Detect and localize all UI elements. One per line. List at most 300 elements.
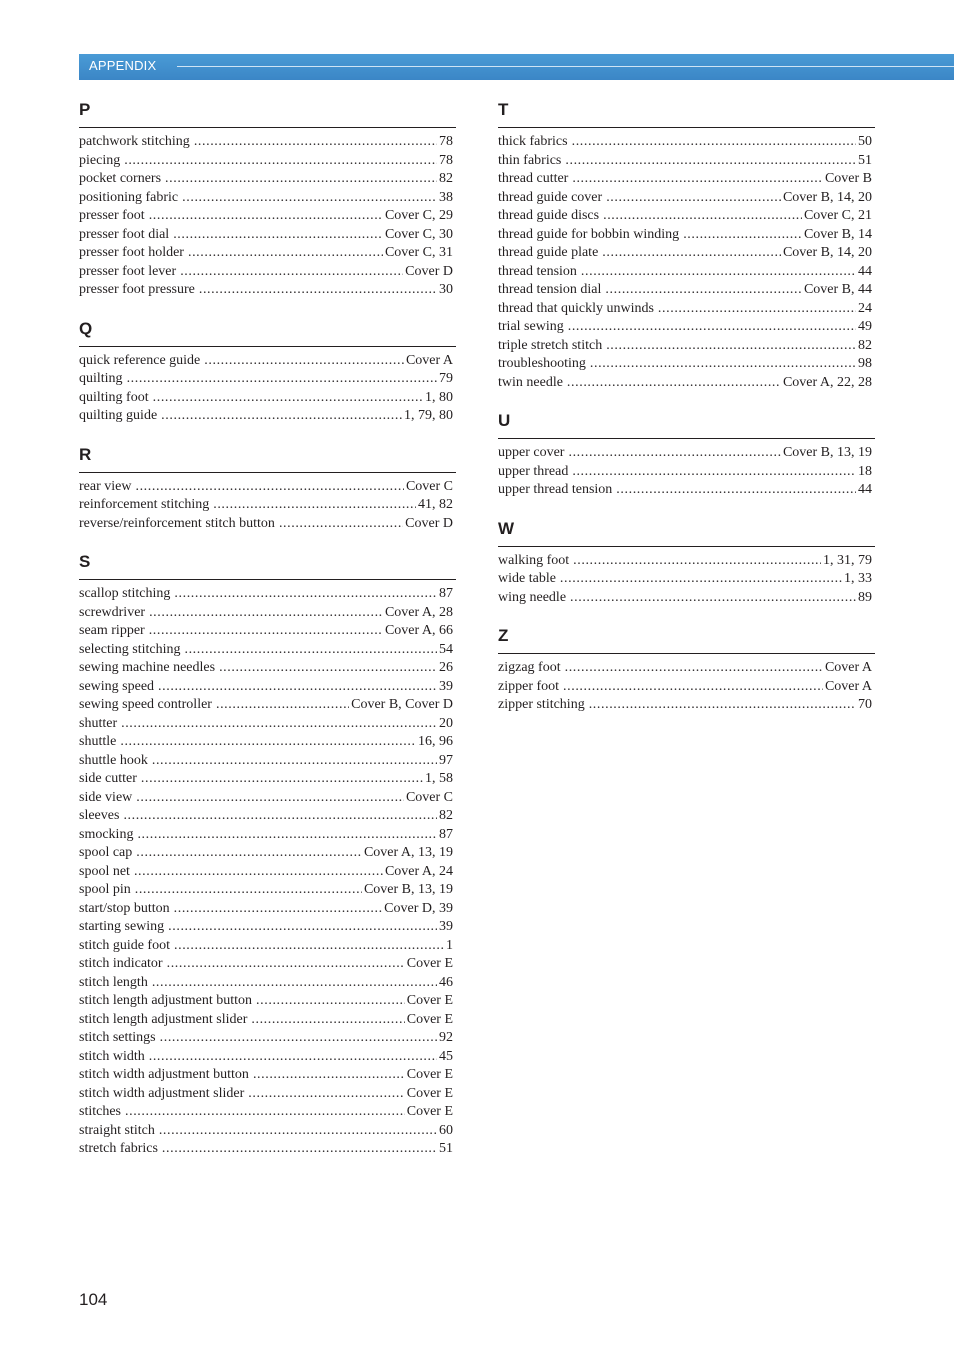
index-page-ref: 78 [439, 152, 453, 168]
dot-leader [160, 1029, 437, 1048]
index-entry [498, 570, 872, 589]
dot-leader [216, 696, 349, 715]
index-entry [79, 389, 453, 408]
dot-leader [568, 444, 780, 463]
index-entry [79, 407, 453, 426]
dot-leader [194, 133, 437, 152]
index-entry [79, 863, 453, 882]
index-term: start/stop button [79, 900, 170, 916]
index-term: starting sewing [79, 919, 165, 934]
index-term: thread guide discs [498, 208, 600, 223]
index-section-s [79, 552, 456, 1159]
index-term: triple stretch stitch [498, 337, 603, 353]
index-page-ref: Cover B, 13, 19 [782, 445, 872, 460]
dot-leader [120, 733, 416, 752]
dot-leader [136, 789, 404, 808]
index-entry [498, 678, 872, 697]
index-page-ref: Cover B, Cover D [351, 697, 453, 712]
index-page-ref: Cover A, 13, 19 [363, 845, 453, 860]
index-entry [79, 659, 453, 678]
index-term: upper thread [498, 463, 569, 479]
index-page-ref: 38 [439, 189, 453, 205]
index-term: positioning fabric [79, 189, 179, 205]
dot-leader [606, 337, 856, 356]
dot-leader [602, 244, 781, 263]
index-entry [79, 352, 453, 371]
index-term: stitch width adjustment slider [79, 1085, 245, 1101]
index-page-ref: Cover A, 22, 28 [782, 374, 872, 390]
index-term: thread tension dial [498, 282, 602, 297]
dot-leader [173, 226, 383, 245]
index-page-ref: 60 [439, 1122, 453, 1138]
index-page-ref: 70 [858, 697, 872, 712]
dot-leader [134, 863, 383, 882]
index-entry [79, 807, 453, 826]
index-page-ref: 82 [439, 171, 453, 186]
index-page-ref: 89 [858, 589, 872, 605]
index-term: shuttle [79, 734, 117, 749]
index-page-ref: 87 [439, 586, 453, 601]
section-letter: W [498, 518, 515, 538]
dot-leader [581, 263, 856, 282]
index-entry [79, 918, 453, 937]
index-term: sewing machine needles [79, 660, 216, 675]
index-entry [79, 826, 453, 845]
index-term: stitch length [79, 974, 148, 990]
dot-leader [248, 1085, 404, 1104]
index-entry [498, 337, 872, 356]
dot-leader [141, 770, 423, 789]
index-page-ref: 92 [439, 1030, 453, 1045]
index-entry [498, 481, 872, 500]
dot-leader [188, 244, 383, 263]
appendix-header-banner [79, 54, 954, 80]
index-term: upper thread tension [498, 482, 613, 497]
index-page-ref: Cover C, 31 [384, 245, 453, 260]
dot-leader [125, 1103, 405, 1122]
index-page-ref: Cover B, 14, 20 [782, 245, 872, 260]
index-section-r [79, 445, 456, 534]
index-page-ref: Cover A, 66 [384, 623, 453, 638]
index-term: presser foot dial [79, 226, 170, 242]
dot-leader [174, 585, 437, 604]
index-page-ref: 79 [439, 371, 453, 386]
index-page-ref: Cover C [405, 478, 453, 494]
index-entry [79, 696, 453, 715]
index-entry [498, 170, 872, 189]
page-number: 104 [79, 1290, 108, 1309]
index-page-ref: Cover C [405, 789, 453, 805]
index-term: quick reference guide [79, 352, 201, 368]
section-label: APPENDIX [89, 58, 157, 73]
dot-leader [568, 318, 856, 337]
index-entry [498, 152, 872, 171]
dot-leader [158, 678, 437, 697]
section-letter: U [498, 411, 511, 430]
index-page-ref: Cover A, 28 [384, 604, 453, 620]
index-page-ref: Cover A [824, 660, 872, 675]
index-page-ref: Cover E [406, 956, 453, 971]
index-entry [498, 207, 872, 226]
dot-leader [563, 678, 823, 697]
index-term: patchwork stitching [79, 134, 190, 149]
index-page-ref: Cover B, 13, 19 [363, 882, 453, 897]
index-term: reinforcement stitching [79, 497, 210, 512]
index-term: selecting stitching [79, 641, 181, 657]
index-page-ref: Cover E [406, 1104, 453, 1119]
dot-leader [161, 407, 402, 426]
dot-leader [180, 263, 403, 282]
index-entry [79, 152, 453, 171]
index-page-ref: Cover B, 44 [803, 282, 872, 297]
dot-leader [153, 389, 423, 408]
dot-leader [182, 189, 437, 208]
dot-leader [567, 374, 781, 393]
index-entry [498, 589, 872, 608]
index-page-ref: 54 [439, 641, 453, 657]
dot-leader [167, 955, 405, 974]
index-page-ref: Cover A [824, 678, 872, 694]
index-page-ref: Cover A [405, 352, 453, 368]
dot-leader [149, 604, 383, 623]
index-page-ref: 1, 79, 80 [404, 408, 453, 423]
index-page-ref: 39 [439, 678, 453, 694]
index-term: smocking [79, 826, 134, 842]
dot-leader [605, 281, 802, 300]
index-entry [79, 641, 453, 660]
dot-leader [165, 170, 437, 189]
index-entry [79, 133, 453, 152]
index-term: shuttle hook [79, 752, 148, 768]
index-page-ref: 87 [439, 826, 453, 842]
index-page-ref: 1, 31, 79 [823, 552, 872, 568]
index-page-ref: 39 [439, 919, 453, 934]
index-term: thread that quickly unwinds [498, 300, 654, 316]
index-term: rear view [79, 478, 132, 494]
index-term: troubleshooting [498, 356, 586, 371]
index-term: thick fabrics [498, 134, 568, 149]
index-term: stitch length adjustment slider [79, 1011, 248, 1027]
index-page-ref: Cover E [406, 1011, 453, 1027]
index-page-ref: Cover B [824, 171, 872, 186]
index-entry [498, 300, 872, 319]
dot-leader [184, 641, 437, 660]
index-section-p [79, 100, 456, 300]
index-entry [79, 752, 453, 771]
index-term: wing needle [498, 589, 567, 605]
index-entry [79, 900, 453, 919]
index-page-ref: 51 [439, 1141, 453, 1156]
index-page-ref: 24 [858, 300, 872, 316]
index-entry [79, 1066, 453, 1085]
section-divider [79, 346, 456, 347]
index-entry [79, 974, 453, 993]
index-entry [79, 604, 453, 623]
index-entry [79, 226, 453, 245]
index-entry [79, 992, 453, 1011]
index-entry [79, 733, 453, 752]
index-page-ref: 1, 80 [425, 389, 453, 405]
index-term: upper cover [498, 445, 565, 460]
section-divider [498, 127, 875, 128]
index-page-ref: 1 [446, 937, 453, 953]
index-entry [498, 189, 872, 208]
index-entry [498, 318, 872, 337]
index-entry [498, 133, 872, 152]
index-entry [79, 881, 453, 900]
index-page-ref: 16, 96 [418, 734, 453, 749]
index-page-ref: Cover E [406, 1067, 453, 1082]
section-divider [79, 579, 456, 580]
index-term: quilting foot [79, 389, 149, 405]
index-page-ref: 78 [439, 134, 453, 149]
index-entry [79, 244, 453, 263]
index-page-ref: 44 [858, 482, 872, 497]
dot-leader [135, 881, 362, 900]
index-page-ref: 20 [439, 715, 453, 731]
index-entry [79, 496, 453, 515]
index-entry [79, 1011, 453, 1030]
dot-leader [572, 170, 823, 189]
index-term: spool pin [79, 882, 131, 897]
index-page-ref: 18 [858, 463, 872, 479]
index-page-ref: 1, 33 [844, 571, 872, 586]
dot-leader [199, 281, 437, 300]
index-entry [79, 478, 453, 497]
index-entry [498, 552, 872, 571]
dot-leader [606, 189, 781, 208]
dot-leader [135, 478, 403, 497]
index-page-ref: Cover E [406, 993, 453, 1008]
index-term: side view [79, 789, 133, 805]
index-page-ref: Cover E [406, 1085, 453, 1101]
index-section-w [498, 519, 875, 608]
section-letter: S [79, 552, 91, 571]
index-entry [498, 244, 872, 263]
index-entry [79, 1029, 453, 1048]
index-page-ref: Cover D [405, 263, 453, 279]
dot-leader [570, 589, 856, 608]
index-entry [79, 170, 453, 189]
dot-leader [572, 463, 856, 482]
index-entry [79, 770, 453, 789]
index-entry [79, 263, 453, 282]
index-term: stitch indicator [79, 956, 163, 971]
index-term: walking foot [498, 552, 570, 568]
index-term: twin needle [498, 374, 563, 390]
dot-leader [149, 1048, 437, 1067]
index-entry [79, 1048, 453, 1067]
index-term: spool cap [79, 845, 133, 860]
index-term: trial sewing [498, 319, 564, 334]
index-entry [79, 585, 453, 604]
dot-leader [149, 207, 383, 226]
index-entry [498, 463, 872, 482]
dot-leader [589, 696, 856, 715]
index-term: thread cutter [498, 171, 569, 186]
dot-leader [174, 900, 383, 919]
index-entry [79, 622, 453, 641]
index-entry [79, 1085, 453, 1104]
index-section-q [79, 319, 456, 426]
index-page-ref: Cover B, 14, 20 [782, 189, 872, 205]
index-term: thread guide cover [498, 189, 603, 205]
index-term: spool net [79, 863, 130, 879]
section-letter: T [498, 100, 509, 119]
index-entry [79, 1122, 453, 1141]
index-entry [79, 1140, 453, 1159]
index-term: screwdriver [79, 604, 146, 620]
dot-leader [136, 844, 362, 863]
section-letter: Z [498, 626, 509, 645]
dot-leader [219, 659, 437, 678]
index-page-ref: 51 [858, 152, 872, 168]
index-page-ref: 1, 58 [425, 771, 453, 786]
index-entry [79, 844, 453, 863]
dot-leader [251, 1011, 404, 1030]
index-term: quilting [79, 371, 123, 386]
dot-leader [162, 1140, 437, 1159]
dot-leader [560, 570, 842, 589]
index-term: presser foot lever [79, 263, 177, 279]
section-divider [498, 546, 875, 547]
index-entry [498, 444, 872, 463]
index-term: zigzag foot [498, 660, 561, 675]
index-page-ref: 30 [439, 282, 453, 297]
index-page-ref: 26 [439, 660, 453, 675]
index-page-ref: 97 [439, 752, 453, 768]
dot-leader [152, 752, 437, 771]
dot-leader [683, 226, 802, 245]
dot-leader [573, 552, 821, 571]
index-section-z [498, 626, 875, 715]
index-column-right [498, 100, 875, 734]
dot-leader [123, 807, 437, 826]
index-entry [79, 955, 453, 974]
dot-leader [658, 300, 856, 319]
index-term: sleeves [79, 808, 120, 823]
index-entry [498, 226, 872, 245]
index-page-ref: Cover C, 21 [803, 208, 872, 223]
index-section-t [498, 100, 875, 392]
dot-leader [121, 715, 437, 734]
index-term: reverse/reinforcement stitch button [79, 515, 275, 531]
index-entry [498, 696, 872, 715]
index-entry [79, 207, 453, 226]
index-term: scallop stitching [79, 586, 171, 601]
index-page-ref: 50 [858, 134, 872, 149]
index-page-ref: Cover C, 30 [384, 226, 453, 242]
index-term: sewing speed [79, 678, 155, 694]
index-term: seam ripper [79, 623, 145, 638]
index-page-ref: 49 [858, 319, 872, 334]
index-entry [498, 263, 872, 282]
index-entry [498, 281, 872, 300]
index-term: zipper foot [498, 678, 560, 694]
dot-leader [137, 826, 437, 845]
index-term: thread guide for bobbin winding [498, 226, 680, 242]
dot-leader [603, 207, 802, 226]
dot-leader [256, 992, 405, 1011]
dot-leader [127, 370, 437, 389]
section-divider [498, 438, 875, 439]
index-entry [79, 678, 453, 697]
index-entry [79, 937, 453, 956]
index-term: stretch fabrics [79, 1141, 158, 1156]
index-term: presser foot pressure [79, 282, 195, 297]
index-entry [79, 1103, 453, 1122]
index-page-ref: 45 [439, 1048, 453, 1064]
index-entry [79, 789, 453, 808]
index-section-u [498, 411, 875, 500]
index-term: zipper stitching [498, 697, 585, 712]
index-entry [498, 374, 872, 393]
dot-leader [174, 937, 444, 956]
index-entry [498, 659, 872, 678]
index-term: stitch length adjustment button [79, 993, 253, 1008]
index-column-left [79, 100, 456, 1178]
section-divider [79, 472, 456, 473]
dot-leader [565, 659, 823, 678]
index-term: quilting guide [79, 408, 158, 423]
index-entry [79, 281, 453, 300]
index-term: side cutter [79, 771, 137, 786]
index-entry [79, 715, 453, 734]
index-term: sewing speed controller [79, 697, 212, 712]
index-term: stitch settings [79, 1030, 156, 1045]
index-page-ref: 41, 82 [418, 497, 453, 512]
index-page-ref: 46 [439, 974, 453, 990]
dot-leader [159, 1122, 437, 1141]
index-term: pocket corners [79, 171, 162, 186]
index-page-ref: 82 [858, 337, 872, 353]
dot-leader [152, 974, 437, 993]
section-divider [79, 127, 456, 128]
dot-leader [565, 152, 856, 171]
index-term: thread guide plate [498, 245, 599, 260]
section-letter: P [79, 100, 91, 119]
index-page-ref: Cover D [405, 515, 453, 531]
index-entry [79, 515, 453, 534]
index-entry [498, 355, 872, 374]
index-term: thread tension [498, 263, 577, 279]
index-term: straight stitch [79, 1122, 155, 1138]
dot-leader [572, 133, 856, 152]
section-letter: R [79, 444, 92, 464]
dot-leader [279, 515, 403, 534]
dot-leader [253, 1066, 405, 1085]
index-page-ref: Cover B, 14 [803, 226, 872, 242]
dot-leader [204, 352, 404, 371]
index-term: wide table [498, 571, 556, 586]
dot-leader [616, 481, 856, 500]
index-term: stitches [79, 1104, 121, 1119]
index-page-ref: Cover A, 24 [384, 863, 453, 879]
index-term: presser foot holder [79, 245, 184, 260]
dot-leader [149, 622, 383, 641]
header-rule [177, 66, 954, 67]
index-page-ref: 44 [858, 263, 872, 279]
dot-leader [168, 918, 437, 937]
dot-leader [590, 355, 856, 374]
index-term: piecing [79, 152, 121, 168]
dot-leader [213, 496, 416, 515]
index-term: thin fabrics [498, 152, 562, 168]
index-term: stitch width [79, 1048, 145, 1064]
index-term: stitch guide foot [79, 937, 170, 953]
index-term: shutter [79, 715, 118, 731]
index-term: presser foot [79, 208, 145, 223]
